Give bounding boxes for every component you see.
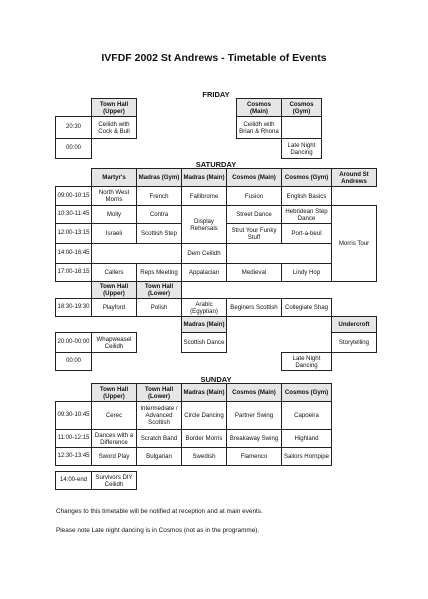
time-cell: 00:00 [56,139,92,159]
page-title: IVFDF 2002 St Andrews - Timetable of Events [101,52,327,64]
column-header: Town Hall (Lower) [137,282,182,299]
time-cell: 12:30-13:45 [56,448,92,466]
event-cell: Fusion [227,187,282,206]
event-cell: Survivors DIY Ceilidh [92,472,137,490]
event-cell: Bulgarian [137,448,182,466]
empty-cell [227,282,282,299]
event-cell [282,117,322,139]
event-cell: Circle Dancing [182,402,227,430]
event-cell: Scottish Dance [182,333,227,353]
saturday-table [55,168,377,371]
event-cell: Appalacian [182,264,227,282]
empty-cell [182,282,227,299]
time-cell: 09:00-10:15 [56,187,92,206]
time-cell: 20:30 [56,117,92,139]
empty-cell [92,139,137,159]
event-cell: Display Rehersals [182,206,227,244]
column-header: Undercroft [332,317,377,333]
time-cell: 17:00-18:15 [56,264,92,282]
empty-cell [56,99,92,117]
event-cell: Polish [137,299,182,317]
note-late-night: Please note Late night dancing is in Cosmos (not as in the programme). [56,527,260,534]
event-cell: Arabic (Egyptian) [182,299,227,317]
event-cell: Strut Your Funky Stuff [227,224,282,244]
event-cell: Fallibrome [182,187,227,206]
empty-cell [56,317,92,333]
empty-cell [92,353,137,371]
time-cell: 00:00 [56,353,92,371]
event-cell: Hebridean Step Dance [282,206,332,224]
empty-cell [137,99,237,117]
event-cell: Contra [137,206,182,224]
event-cell: Sailors Hornpipe [282,448,332,466]
column-header: Cosmos (Gym) [282,384,332,402]
empty-cell [137,117,237,139]
empty-cell [282,317,332,333]
friday-table [55,98,322,159]
column-header: Cosmos (Main) [227,384,282,402]
event-cell: Collegiate Shag [282,299,332,317]
event-cell: Israeli [92,224,137,244]
column-header: Cosmos (Main) [227,169,282,187]
event-cell: North West Morris [92,187,137,206]
event-cell: Flamenco [227,448,282,466]
event-cell: Scratch Band [137,430,182,448]
event-cell: Ceilidh with Brian & Rhona [237,117,282,139]
day-heading-saturday: SATURDAY [195,160,237,169]
event-cell: Dances with a Difference [92,430,137,448]
column-header: Madras (Main) [182,384,227,402]
day-heading-sunday: SUNDAY [200,375,232,384]
event-cell: Cerec [92,402,137,430]
empty-cell [137,353,182,371]
column-header: Town Hall (Lower) [137,384,182,402]
column-header: Madras (Gym) [137,169,182,187]
event-cell: Late Night Dancing [282,139,322,159]
event-cell: Partner Swing [227,402,282,430]
empty-cell [332,282,377,299]
empty-cell [92,244,137,264]
column-header: Cosmos (Main) [237,99,282,117]
empty-cell [282,244,332,264]
event-cell: Intermediate / Advanced Scottish [137,402,182,430]
empty-cell [56,282,92,299]
empty-cell [137,139,237,159]
event-cell: Late Night Dancing [282,353,332,371]
event-cell: Breakaway Swing [227,430,282,448]
time-cell: 20:00-00:00 [56,333,92,353]
event-cell: Swedish [182,448,227,466]
column-header: Town Hall (Upper) [92,384,137,402]
empty-cell [92,317,137,333]
event-cell: Dem Ceilidh [182,244,227,264]
empty-cell [137,244,182,264]
event-cell: Port-a-beul [282,224,332,244]
empty-cell [332,299,377,317]
column-header: Town Hall (Upper) [92,282,137,299]
event-cell: Reps Meeting [137,264,182,282]
empty-cell [137,333,182,353]
event-cell: Callers [92,264,137,282]
time-cell: 14:00-end [56,472,92,490]
time-cell: 11:00-12:15 [56,430,92,448]
time-cell: 09:30-10:45 [56,402,92,430]
event-cell: French [137,187,182,206]
event-cell: Street Dance [227,206,282,224]
empty-cell [237,139,282,159]
empty-cell [56,384,92,402]
time-cell: 14:00-16:45 [56,244,92,264]
column-header: Cosmos (Gym) [282,169,332,187]
column-header: Martyr's [92,169,137,187]
event-cell: Playford [92,299,137,317]
sunday-table [55,383,332,466]
column-header: Town Hall (Upper) [92,99,137,117]
sunday-end-table [55,471,137,490]
column-header: Around St Andrews [332,169,377,187]
column-header: Madras (Main) [182,169,227,187]
time-cell: 18:30-19:30 [56,299,92,317]
time-cell: 10:30-11:45 [56,206,92,224]
event-cell: Scottish Step [137,224,182,244]
empty-cell [332,353,377,371]
event-cell: Medieval [227,264,282,282]
column-header: Madras (Main) [182,317,227,333]
column-header: Cosmos (Gym) [282,99,322,117]
event-cell: Highland [282,430,332,448]
note-changes: Changes to this timetable will be notified at reception and at main events. [56,508,263,515]
empty-cell [137,317,182,333]
event-cell: Storytelling [332,333,377,353]
empty-cell [227,244,282,264]
empty-cell [227,317,282,333]
empty-cell [282,333,332,353]
event-cell: Morris Tour [332,206,377,282]
empty-cell [332,187,377,206]
empty-cell [182,353,227,371]
time-cell: 12:00-13:15 [56,224,92,244]
empty-cell [56,169,92,187]
event-cell: Molly [92,206,137,224]
event-cell: Border Morris [182,430,227,448]
event-cell: Ceilidh with Cock & Bull [92,117,137,139]
event-cell: Lindy Hop [282,264,332,282]
event-cell: English Basics [282,187,332,206]
day-heading-friday: FRIDAY [202,90,230,99]
empty-cell [227,333,282,353]
empty-cell [227,353,282,371]
event-cell: Sword Play [92,448,137,466]
event-cell: Whapweasel Ceilidh [92,333,137,353]
event-cell: Capoeira [282,402,332,430]
event-cell: Beginers Scottish [227,299,282,317]
empty-cell [282,282,332,299]
